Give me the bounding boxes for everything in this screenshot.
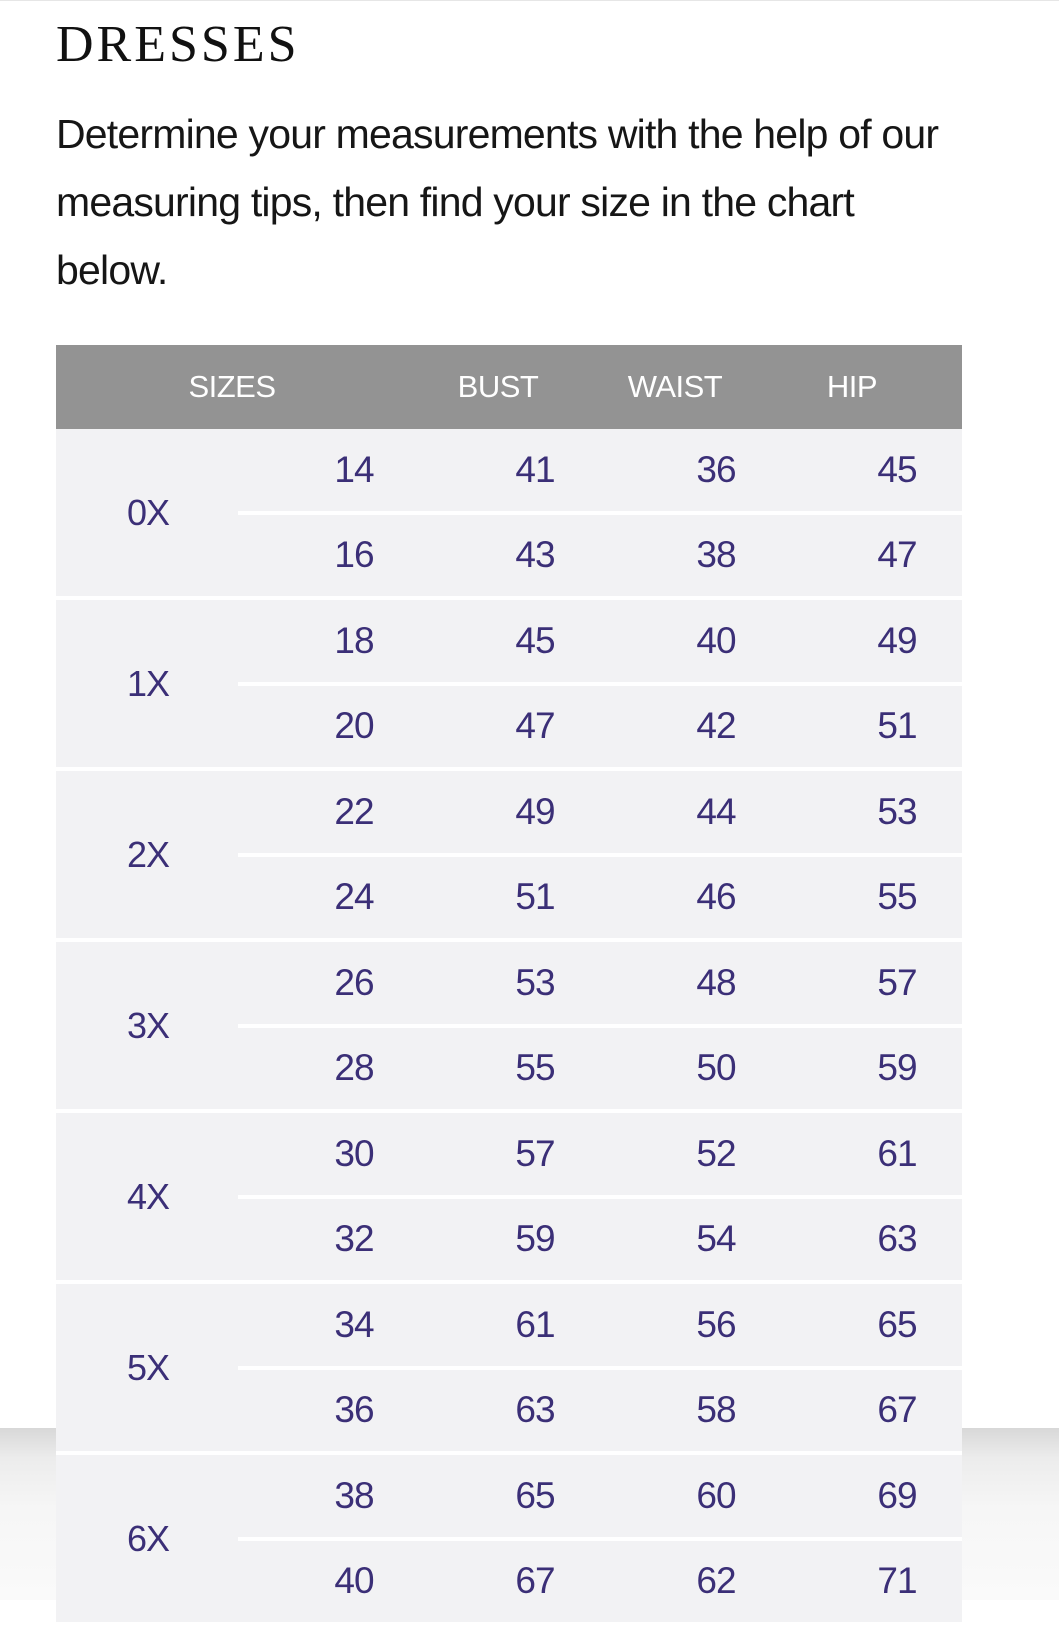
hip-cell: 69 xyxy=(877,1475,917,1516)
bust-cell: 61 xyxy=(515,1304,555,1345)
table-row xyxy=(238,1198,962,1280)
table-row xyxy=(238,429,962,515)
bust-cell: 51 xyxy=(515,876,555,917)
size-cell: 18 xyxy=(334,620,374,661)
table-row xyxy=(238,1540,962,1622)
waist-cell: 54 xyxy=(696,1218,736,1259)
size-cell: 24 xyxy=(334,876,374,917)
hip-cell: 55 xyxy=(877,876,917,917)
size-cell: 22 xyxy=(334,791,374,832)
bust-cell: 45 xyxy=(515,620,555,661)
size-cell: 40 xyxy=(334,1560,374,1601)
size-cell: 28 xyxy=(334,1047,374,1088)
size-cell: 26 xyxy=(334,962,374,1003)
size-cell: 16 xyxy=(334,534,374,575)
bust-cell: 47 xyxy=(515,705,555,746)
table-row xyxy=(238,1284,962,1370)
bust-cell: 43 xyxy=(515,534,555,575)
waist-cell: 62 xyxy=(696,1560,736,1601)
hip-cell: 51 xyxy=(877,705,917,746)
bust-cell: 67 xyxy=(515,1560,555,1601)
bust-cell: 41 xyxy=(515,449,555,490)
table-row xyxy=(238,771,962,857)
size-group xyxy=(56,771,962,942)
waist-cell: 56 xyxy=(696,1304,736,1345)
bust-cell: 63 xyxy=(515,1389,555,1430)
hip-cell: 53 xyxy=(877,791,917,832)
top-divider xyxy=(0,0,1059,1)
table-row xyxy=(238,1027,962,1109)
table-row xyxy=(238,1455,962,1541)
size-cell: 32 xyxy=(334,1218,374,1259)
table-row xyxy=(238,1369,962,1451)
size-group xyxy=(56,1284,962,1455)
waist-cell: 60 xyxy=(696,1475,736,1516)
bust-cell: 49 xyxy=(515,791,555,832)
waist-cell: 44 xyxy=(696,791,736,832)
size-cell: 38 xyxy=(334,1475,374,1516)
header-waist: WAIST xyxy=(627,369,723,404)
waist-cell: 52 xyxy=(696,1133,736,1174)
table-row xyxy=(238,942,962,1028)
waist-cell: 58 xyxy=(696,1389,736,1430)
hip-cell: 47 xyxy=(877,534,917,575)
bust-cell: 55 xyxy=(515,1047,555,1088)
group-label: 4X xyxy=(126,1176,170,1217)
size-group xyxy=(56,429,962,600)
size-group xyxy=(56,1455,962,1626)
size-group xyxy=(56,600,962,771)
waist-cell: 40 xyxy=(696,620,736,661)
hip-cell: 71 xyxy=(877,1560,917,1601)
size-cell: 30 xyxy=(334,1133,374,1174)
table-row xyxy=(238,856,962,938)
waist-cell: 36 xyxy=(696,449,736,490)
hip-cell: 67 xyxy=(877,1389,917,1430)
size-cell: 34 xyxy=(334,1304,374,1345)
size-cell: 20 xyxy=(334,705,374,746)
table-header xyxy=(56,345,962,429)
group-label: 0X xyxy=(126,492,170,533)
hip-cell: 65 xyxy=(877,1304,917,1345)
group-label: 2X xyxy=(126,834,170,875)
waist-cell: 46 xyxy=(696,876,736,917)
bust-cell: 65 xyxy=(515,1475,555,1516)
page-title: DRESSES xyxy=(56,16,300,73)
group-label: 1X xyxy=(126,663,170,704)
bust-cell: 57 xyxy=(515,1133,555,1174)
waist-cell: 50 xyxy=(696,1047,736,1088)
group-label: 3X xyxy=(126,1005,170,1046)
intro-text: Determine your measurements with the help of our measuring tips, then find your size in the chart below. xyxy=(56,111,939,293)
table-row xyxy=(238,514,962,596)
hip-cell: 63 xyxy=(877,1218,917,1259)
hip-cell: 61 xyxy=(877,1133,917,1174)
group-label: 5X xyxy=(126,1347,170,1388)
waist-cell: 38 xyxy=(696,534,736,575)
size-cell: 36 xyxy=(334,1389,374,1430)
group-label: 6X xyxy=(126,1518,170,1559)
size-chart-table xyxy=(56,345,962,1626)
table-row xyxy=(238,600,962,686)
table-row xyxy=(238,685,962,767)
header-hip: HIP xyxy=(826,369,878,404)
table-row xyxy=(238,1113,962,1199)
hip-cell: 59 xyxy=(877,1047,917,1088)
hip-cell: 57 xyxy=(877,962,917,1003)
bust-cell: 53 xyxy=(515,962,555,1003)
size-group xyxy=(56,1113,962,1284)
waist-cell: 48 xyxy=(696,962,736,1003)
waist-cell: 42 xyxy=(696,705,736,746)
header-bust: BUST xyxy=(457,369,539,404)
hip-cell: 49 xyxy=(877,620,917,661)
header-sizes: SIZES xyxy=(188,369,276,404)
hip-cell: 45 xyxy=(877,449,917,490)
bust-cell: 59 xyxy=(515,1218,555,1259)
size-group xyxy=(56,942,962,1113)
size-cell: 14 xyxy=(334,449,374,490)
